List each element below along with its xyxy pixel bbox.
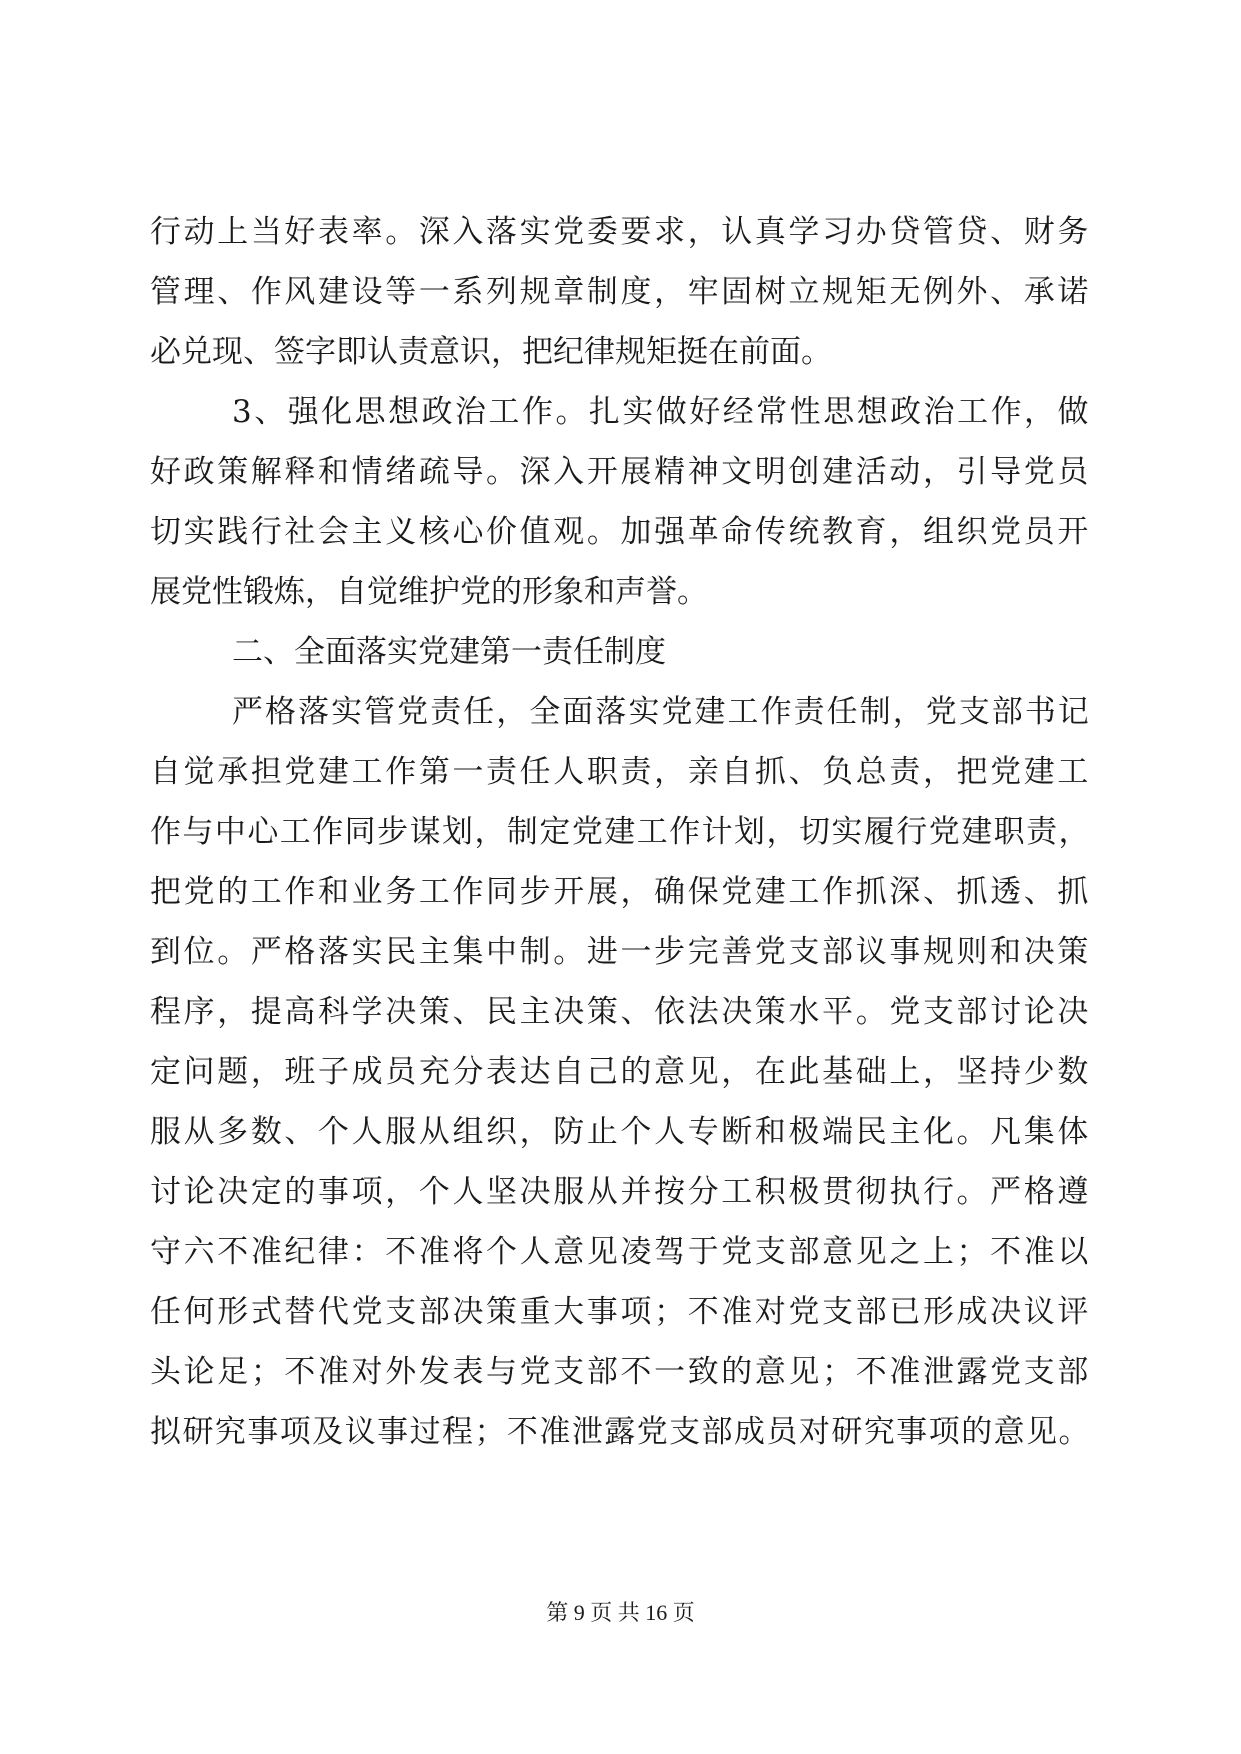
line-text: 好政策解释和情绪疏导。深入开展精神文明创建活动，引导党员	[150, 454, 1091, 490]
line-text: 程序，提高科学决策、民主决策、依法决策水平。党支部讨论决	[150, 994, 1091, 1030]
page-number-footer: 第 9 页 共 16 页	[546, 1600, 695, 1625]
text-line	[0, 922, 1241, 982]
line-text: 讨论决定的事项，个人坚决服从并按分工积极贯彻执行。严格遵	[150, 1174, 1091, 1210]
line-text: 必兑现、签字即认责意识，把纪律规矩挺在前面。	[150, 334, 832, 370]
text-line	[0, 1042, 1241, 1102]
line-text: 拟研究事项及议事过程；不准泄露党支部成员对研究事项的意见。	[150, 1414, 1091, 1450]
line-text: 严格落实管党责任，全面落实党建工作责任制，党支部书记	[232, 694, 1091, 730]
line-text: 作与中心工作同步谋划，制定党建工作计划，切实履行党建职责，	[150, 814, 1091, 850]
line-text: 展党性锻炼，自觉维护党的形象和声誉。	[150, 574, 708, 610]
line-text: 守六不准纪律：不准将个人意见凌驾于党支部意见之上；不准以	[150, 1234, 1091, 1270]
section-heading	[0, 622, 1241, 682]
line-text: 任何形式替代党支部决策重大事项；不准对党支部已形成决议评	[150, 1294, 1091, 1330]
text-line	[0, 742, 1241, 802]
text-line	[0, 1162, 1241, 1222]
line-text: 到位。严格落实民主集中制。进一步完善党支部议事规则和决策	[150, 934, 1091, 970]
text-line	[0, 382, 1241, 442]
text-line	[0, 682, 1241, 742]
line-text: 行动上当好表率。深入落实党委要求，认真学习办贷管贷、财务	[150, 214, 1091, 250]
line-text: 定问题，班子成员充分表达自己的意见，在此基础上，坚持少数	[150, 1054, 1091, 1090]
text-line	[0, 322, 1241, 382]
line-text: 二、全面落实党建第一责任制度	[232, 634, 666, 670]
text-line	[0, 442, 1241, 502]
text-line	[0, 262, 1241, 322]
line-text: 管理、作风建设等一系列规章制度，牢固树立规矩无例外、承诺	[150, 274, 1091, 310]
text-line	[0, 982, 1241, 1042]
text-line	[0, 1222, 1241, 1282]
text-line	[0, 1342, 1241, 1402]
line-text: 服从多数、个人服从组织，防止个人专断和极端民主化。凡集体	[150, 1114, 1091, 1150]
line-text: 自觉承担党建工作第一责任人职责，亲自抓、负总责，把党建工	[150, 754, 1091, 790]
text-line	[0, 1102, 1241, 1162]
text-line	[0, 1282, 1241, 1342]
line-text: 把党的工作和业务工作同步开展，确保党建工作抓深、抓透、抓	[150, 874, 1091, 910]
text-line	[0, 562, 1241, 622]
line-text: 头论足；不准对外发表与党支部不一致的意见；不准泄露党支部	[150, 1354, 1091, 1390]
text-line	[0, 202, 1241, 262]
line-text: 3、强化思想政治工作。扎实做好经常性思想政治工作，做	[232, 394, 1091, 430]
line-text: 切实践行社会主义核心价值观。加强革命传统教育，组织党员开	[150, 514, 1091, 550]
text-line	[0, 862, 1241, 922]
text-line	[0, 1402, 1241, 1462]
text-line	[0, 802, 1241, 862]
text-line	[0, 502, 1241, 562]
